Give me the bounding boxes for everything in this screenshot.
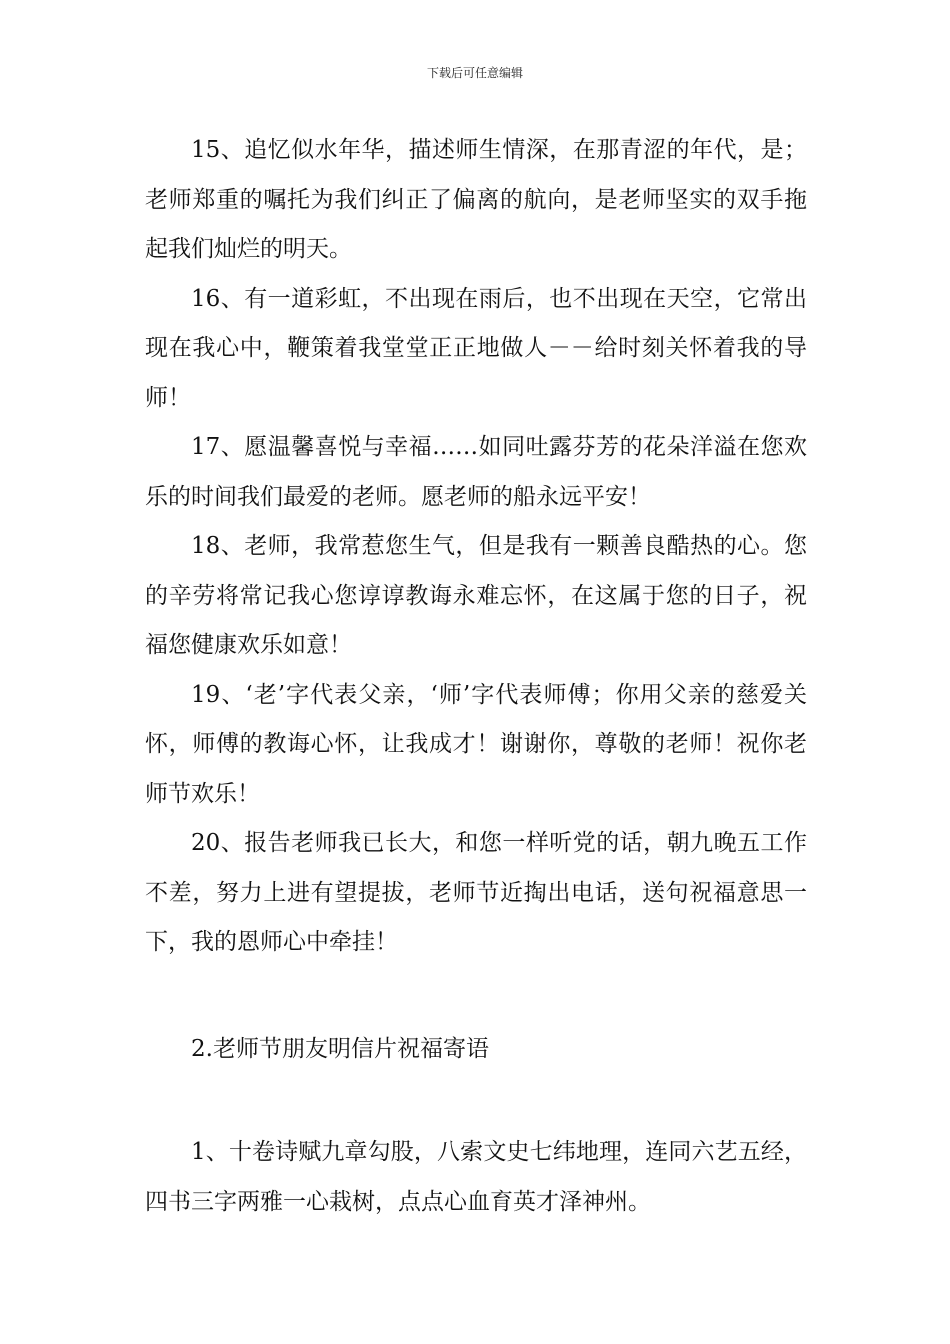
paragraph-20: 20、报告老师我已长大，和您一样听党的话，朝九晚五工作不差，努力上进有望提拔，老师节近掏出电话，送句祝福意思一下，我的恩师心中牵挂！ [145,830,807,955]
paragraph-18: 18、老师，我常惹您生气，但是我有一颗善良酷热的心。您的辛劳将常记我心您谆谆教诲永难忘怀，在这属于您的日子，祝福您健康欢乐如意！ [145,533,807,658]
paragraph-1: 1、十卷诗赋九章勾股，八索文史七纬地理，连同六艺五经，四书三字两雅一心栽树，点点心血育英才泽神州。 [145,1139,807,1215]
page-header: 下载后可任意编辑 [426,66,523,80]
document-body [145,126,807,1227]
paragraph-15: 15、追忆似水年华，描述师生情深，在那青涩的年代，是；老师郑重的嘱托为我们纠正了偏离的航向，是老师坚实的双手拖起我们灿烂的明天。 [145,137,807,262]
paragraph-16: 16、有一道彩虹，不出现在雨后，也不出现在天空，它常出现在我心中，鞭策着我堂堂正正地做人－－给时刻关怀着我的导师！ [145,285,807,411]
paragraph-19: 19、‘老’字代表父亲，‘师’字代表师傅；你用父亲的慈爱关怀，师傅的教诲心怀，让我成才！谢谢你，尊敬的老师！祝你老师节欢乐！ [145,681,807,807]
section-title: 2.老师节朋友明信片祝福寄语 [191,1035,489,1062]
paragraph-17: 17、愿温馨喜悦与幸福……如同吐露芬芳的花朵洋溢在您欢乐的时间我们最爱的老师。愿老师的船永远平安！ [145,434,807,510]
